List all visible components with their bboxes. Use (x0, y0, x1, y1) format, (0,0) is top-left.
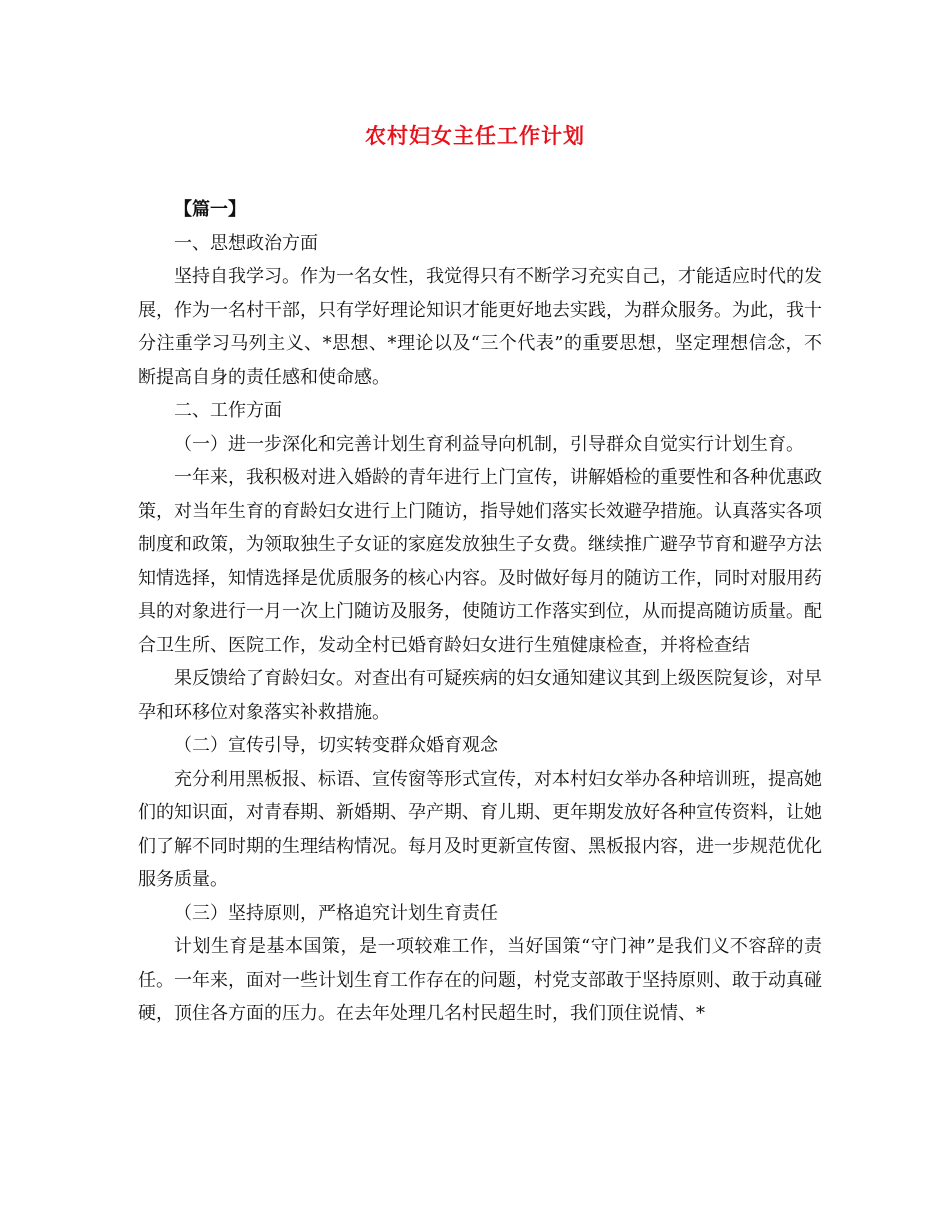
document-body (138, 193, 822, 1031)
paragraph-principle: 计划生育是基本国策，是一项较难工作，当好国策“守门神”是我们义不容辞的责任。一年来，面对一些计划生育工作存在的问题，村党支部敢于坚持原则、敢于动真碰硬，顶住各方面的压力。在去年处理几名村民超生时，我们顶住说情、* (138, 936, 822, 1024)
heading-ideology: 一、思想政治方面 (174, 232, 318, 254)
paragraph-feedback: 果反馈给了育龄妇女。对查出有可疑疾病的妇女通知建议其到上级医院复诊，对早孕和环移位对象落实补救措施。 (138, 668, 822, 723)
document-title: 农村妇女主任工作计划 (365, 123, 585, 148)
paragraph-publicity: 充分利用黑板报、标语、宣传窗等形式宣传，对本村妇女举办各种培训班，提高她们的知识面，对青春期、新婚期、孕产期、育儿期、更年期发放好各种宣传资料，让她们了解不同时期的生理结构情况。每月及时更新宣传窗、黑板报内容，进一步规范优化服务质量。 (138, 768, 822, 890)
subheading-3: （三）坚持原则，严格追究计划生育责任 (174, 902, 498, 924)
section-label: 【篇一】 (174, 199, 246, 220)
paragraph-family-planning: 一年来，我积极对进入婚龄的青年进行上门宣传，讲解婚检的重要性和各种优惠政策，对当年生育的育龄妇女进行上门随访，指导她们落实长效避孕措施。认真落实各项制度和政策，为领取独生子女证的家庭发放独生子女费。继续推广避孕节育和避孕方法知情选择，知情选择是优质服务的核心内容。及时做好每月的随访工作，同时对服用药具的对象进行一月一次上门随访及服务，使随访工作落实到位，从而提高随访质量。配合卫生所、医院工作，发动全村已婚育龄妇女进行生殖健康检查，并将检查结 (138, 467, 822, 656)
subheading-1: （一）进一步深化和完善计划生育利益导向机制，引导群众自觉实行计划生育。 (174, 433, 804, 455)
subheading-2: （二）宣传引导，切实转变群众婚育观念 (174, 735, 498, 756)
heading-work: 二、工作方面 (174, 400, 282, 421)
paragraph-study: 坚持自我学习。作为一名女性，我觉得只有不断学习充实自己，才能适应时代的发展，作为一名村干部，只有学好理论知识才能更好地去实践，为群众服务。为此，我十分注重学习马列主义、*思想、*理论以及“三个代表”的重要思想，坚定理想信念，不断提高自身的责任感和使命感。 (138, 266, 822, 388)
